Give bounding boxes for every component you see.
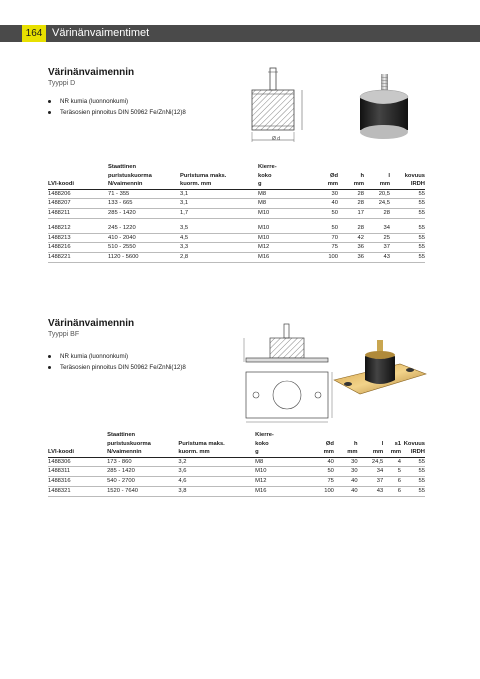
table-row: 1488321 1520 - 7640 3,8 M16 100 40 43 6 55 xyxy=(48,486,425,496)
section2-subtitle: Tyyppi BF xyxy=(48,331,80,338)
col-header: h mm xyxy=(353,172,364,187)
col-header: kovuus IRDH xyxy=(404,172,425,187)
col-header: Kovuus IRDH xyxy=(403,440,425,455)
diameter-label: Ø d xyxy=(272,136,281,142)
mount-bf-drawing xyxy=(238,318,338,428)
section1-title: Värinänvaimennin xyxy=(48,67,135,78)
table-row: 1488216 510 - 2550 3,3 M12 75 36 37 55 xyxy=(48,243,425,253)
table-row: 1488212 245 - 1220 3,5 M10 50 28 34 55 xyxy=(48,224,425,233)
col-header: Kierre- koko g xyxy=(255,432,274,455)
col-header: h mm xyxy=(347,440,358,455)
col-header: Staattinen puristuskuorma N/vaimennin xyxy=(108,164,152,187)
table-row: 1488306 173 - 860 3,2 M8 40 30 24,5 4 55 xyxy=(48,457,425,467)
mount-d-photo xyxy=(348,70,428,150)
col-header: Kierre- koko g xyxy=(258,164,277,187)
bullet-item: NR kumia (luonnonkumi) xyxy=(48,351,186,362)
mount-d-drawing xyxy=(240,60,330,155)
table-row: 1488211 285 - 1420 1,7 M10 50 17 28 55 xyxy=(48,209,425,219)
section2-table xyxy=(48,431,425,497)
col-header: l mm xyxy=(379,172,390,187)
table-row: 1488221 1120 - 5600 2,8 M16 100 36 43 55 xyxy=(48,253,425,263)
col-header: Ød mm xyxy=(327,172,338,187)
col-header: Puristuma maks. kuorm. mm xyxy=(180,172,227,187)
section2-title: Värinänvaimennin xyxy=(48,318,135,329)
col-header: Puristuma maks. kuorm. mm xyxy=(178,440,225,455)
table-row: 1488213 410 - 2040 4,5 M10 70 42 25 55 xyxy=(48,233,425,243)
col-header: LVI-koodi xyxy=(48,181,74,187)
section2-bullets xyxy=(48,351,186,373)
table-row: 1488206 71 - 355 3,1 M8 30 28 20,5 55 xyxy=(48,189,425,199)
bullet-item: Teräsosien pinnoitus DIN 50962 Fe/ZnNi(12)8 xyxy=(48,107,186,118)
table-row: 1488311 285 - 1420 3,6 M10 50 30 34 5 55 xyxy=(48,467,425,477)
col-header: s1 mm xyxy=(390,440,402,455)
mount-bf-photo xyxy=(330,336,430,406)
col-header: l mm xyxy=(372,440,384,455)
col-header: Staattinen puristuskuorma N/vaimennin xyxy=(107,432,151,455)
table-row: 1488316 540 - 2700 4,6 M12 75 40 37 6 55 xyxy=(48,477,425,487)
table-row: 1488207 133 - 665 3,1 M8 40 28 24,5 55 xyxy=(48,199,425,209)
section1-table xyxy=(48,163,425,263)
section1-subtitle: Tyyppi D xyxy=(48,80,76,87)
col-header: Ød mm xyxy=(323,440,334,455)
bullet-item: Teräsosien pinnoitus DIN 50962 Fe/ZnNi(12)8 xyxy=(48,362,186,373)
page-title: Värinänvaimentimet xyxy=(52,27,150,39)
col-header: LVI-koodi xyxy=(48,449,74,455)
page-number: 164 xyxy=(22,25,46,42)
section1-bullets xyxy=(48,96,186,118)
bullet-item: NR kumia (luonnonkumi) xyxy=(48,96,186,107)
